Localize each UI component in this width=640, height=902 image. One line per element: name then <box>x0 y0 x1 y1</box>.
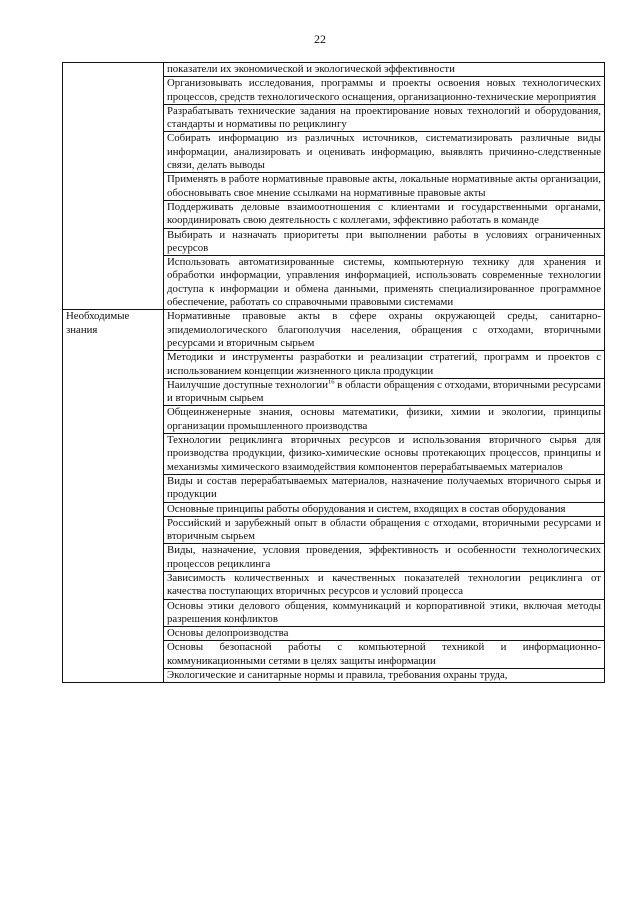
knowledge-label: Необходимые знания <box>63 310 164 683</box>
table-cell: Технологии рециклинга вторичных ресурсов и использования вторичного сырья для производства продукции, физико-химические основы протекающих процессов, принципы и механизмы химического взаимодействия компонентов перерабатываемых материалов <box>164 434 605 475</box>
table-cell: Разрабатывать технические задания на проектирование новых технологий и оборудования, стандарты и нормативы по рециклингу <box>164 104 605 132</box>
skills-label-cell <box>63 63 164 310</box>
table-row <box>63 63 605 77</box>
table-cell: Применять в работе нормативные правовые акты, локальные нормативные акты организации, обосновывать свое мнение ссылками на нормативные правовые акты <box>164 173 605 201</box>
page-number: 22 <box>314 32 326 46</box>
table-cell: Нормативные правовые акты в сфере охраны окружающей среды, санитарно-эпидемиологического благополучия населения, обращения с отходами, вторичными ресурсами и вторичным сырьем <box>164 310 605 351</box>
table-cell: Российский и зарубежный опыт в области обращения с отходами, вторичными ресурсами и вторичным сырьем <box>164 516 605 544</box>
cell-text: Наилучшие доступные технологии <box>167 378 328 391</box>
table-cell: Основы этики делового общения, коммуникаций и корпоративной этики, включая методы разрешения конфликтов <box>164 599 605 627</box>
table-cell: Организовывать исследования, программы и проекты освоения новых технологических процессов, средств технологического оснащения, организационно-технические мероприятия <box>164 77 605 105</box>
table-cell: Собирать информацию из различных источников, систематизировать различные виды информации, анализировать и оценивать информацию, выявлять причинно-следственные связи, делать выводы <box>164 132 605 173</box>
table-cell: Использовать автоматизированные системы, компьютерную технику для хранения и обработки информации, управления информацией, использовать современные технологии доступа к информации и обмена данными, применять специализированное программное обеспечение, работать со справочными правовыми системами <box>164 256 605 310</box>
table-cell: Основы безопасной работы с компьютерной техникой и информационно-коммуникационными сетями в целях защиты информации <box>164 641 605 669</box>
table-cell: Выбирать и назначать приоритеты при выполнении работы в условиях ограниченных ресурсов <box>164 228 605 256</box>
table-cell: Зависимость количественных и качественных показателей технологии рециклинга от качества поступающих вторичных ресурсов и условий процесса <box>164 571 605 599</box>
table-cell: Основные принципы работы оборудования и систем, входящих в состав оборудования <box>164 502 605 516</box>
cell-text: в области обращения с отходами, вторичными ресурсами и вторичным сырьем <box>167 378 601 405</box>
table-cell <box>164 378 605 406</box>
table-cell: Общеинженерные знания, основы математики, физики, химии и экологии, принципы организации промышленного производства <box>164 406 605 434</box>
table-row <box>63 310 605 351</box>
table-cell: Экологические и санитарные нормы и правила, требования охраны труда, <box>164 669 605 683</box>
footnote-reference[interactable]: 16 <box>327 378 335 386</box>
table-cell: показатели их экономической и экологической эффективности <box>164 63 605 77</box>
table-cell: Основы делопроизводства <box>164 627 605 641</box>
table-cell: Методики и инструменты разработки и реализации стратегий, программ и проектов с использованием концепции жизненного цикла продукции <box>164 351 605 379</box>
table-cell: Поддерживать деловые взаимоотношения с клиентами и государственными органами, координировать свою деятельность с коллегами, эффективно работать в команде <box>164 200 605 228</box>
competency-table <box>62 62 605 683</box>
table-cell: Виды и состав перерабатываемых материалов, назначение получаемых вторичного сырья и продукции <box>164 474 605 502</box>
table-cell: Виды, назначение, условия проведения, эффективность и особенности технологических процессов рециклинга <box>164 544 605 572</box>
